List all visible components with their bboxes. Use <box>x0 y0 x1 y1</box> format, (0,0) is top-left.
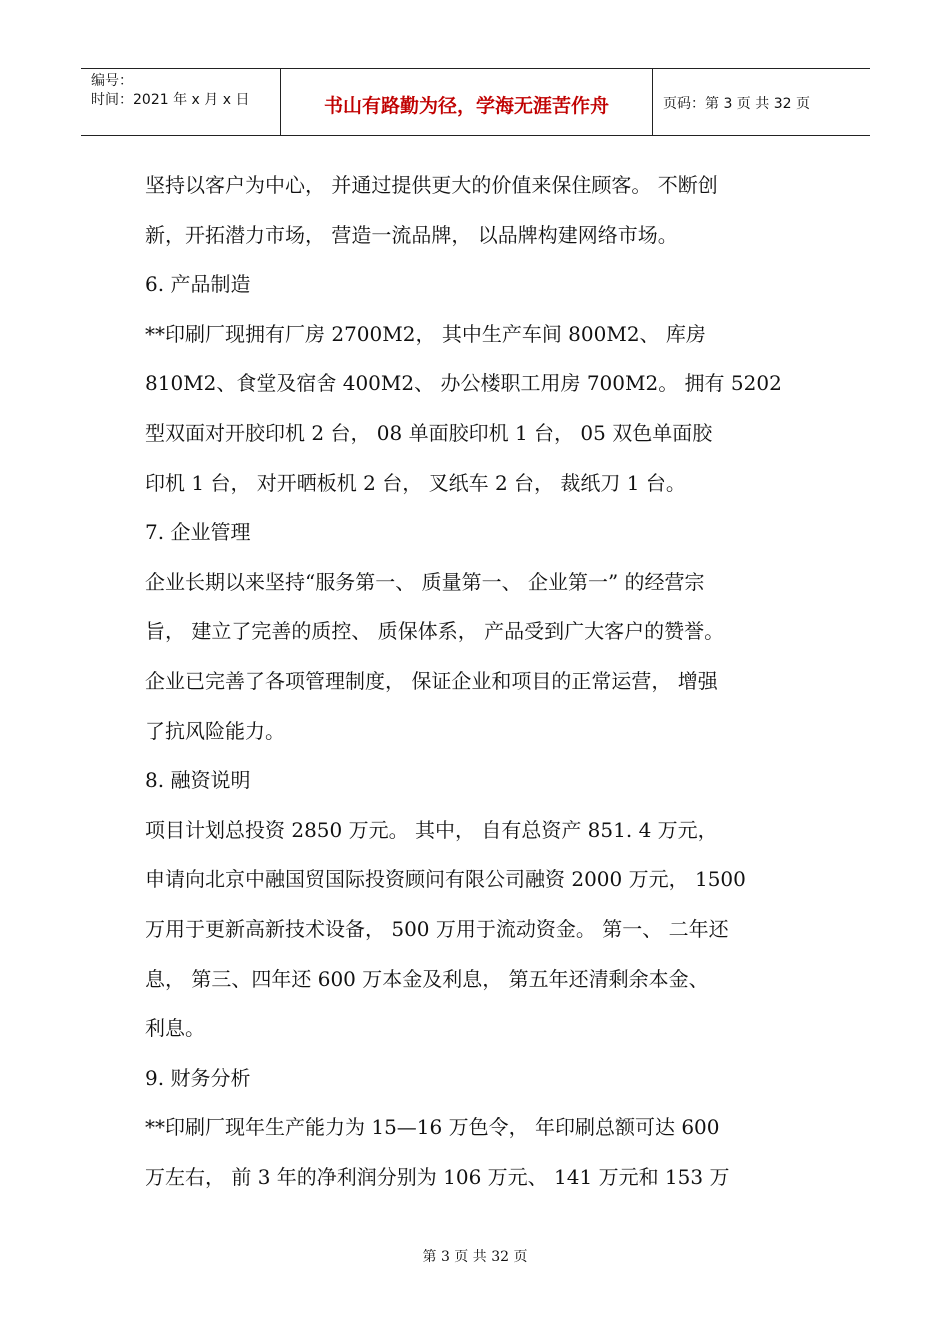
body-line: 万用于更新高新技术设备， 500 万用于流动资金。 第一、 二年还 <box>145 916 729 941</box>
section-heading: 6. 产品制造 <box>145 272 251 297</box>
header-page-code: 页码：第 3 页 共 32 页 <box>663 96 810 112</box>
body-line: 坚持以客户为中心， 并通过提供更大的价值来保住顾客。 不断创 <box>145 173 718 197</box>
body-line: 企业长期以来坚持“服务第一、 质量第一、 企业第一” 的经营宗 <box>145 569 705 594</box>
section-heading: 7. 企业管理 <box>145 520 251 545</box>
header-motto: 书山有路勤为径，学海无涯苦作舟 <box>323 95 609 117</box>
body-line: 印机 1 台， 对开晒板机 2 台， 叉纸车 2 台， 裁纸刀 1 台。 <box>145 470 686 495</box>
document-body <box>145 161 810 1202</box>
section-heading: 8. 融资说明 <box>145 768 251 793</box>
body-line: 旨， 建立了完善的质控、 质保体系， 产品受到广大客户的赞誉。 <box>145 619 725 644</box>
header-info-cell <box>81 69 281 135</box>
body-line: 新，开拓潜力市场， 营造一流品牌， 以品牌构建网络市场。 <box>145 222 678 247</box>
body-line: 万左右， 前 3 年的净利润分别为 106 万元、 141 万元和 153 万 <box>145 1164 730 1189</box>
header-motto-cell <box>281 69 653 135</box>
section-heading: 9. 财务分析 <box>145 1065 251 1090</box>
page-footer: 第 3 页 共 32 页 <box>422 1249 528 1265</box>
body-line: **印刷厂现年生产能力为 15—16 万色令， 年印刷总额可达 600 <box>145 1115 720 1140</box>
body-line: 息， 第三、四年还 600 万本金及利息， 第五年还清剩余本金、 <box>145 966 709 991</box>
body-line: 企业已完善了各项管理制度， 保证企业和项目的正常运营， 增强 <box>145 668 718 693</box>
body-line: 项目计划总投资 2850 万元。 其中， 自有总资产 851. 4 万元， <box>145 817 718 842</box>
body-line: 型双面对开胶印机 2 台， 08 单面胶印机 1 台， 05 双色单面胶 <box>145 420 713 445</box>
body-line: 利息。 <box>145 1016 205 1041</box>
page-header <box>81 68 870 136</box>
body-line: 810M2、食堂及宿舍 400M2、 办公楼职工用房 700M2。 拥有 5202 <box>145 371 782 396</box>
header-page-cell <box>653 69 870 135</box>
document-date: 时间：2021 年 x 月 x 日 <box>91 92 250 108</box>
document-number-label: 编号： <box>91 73 133 89</box>
body-line: **印刷厂现拥有厂房 2700M2， 其中生产车间 800M2、 库房 <box>145 321 706 346</box>
body-line: 申请向北京中融国贸国际投资顾问有限公司融资 2000 万元， 1500 <box>145 867 746 892</box>
body-line: 了抗风险能力。 <box>145 718 285 743</box>
